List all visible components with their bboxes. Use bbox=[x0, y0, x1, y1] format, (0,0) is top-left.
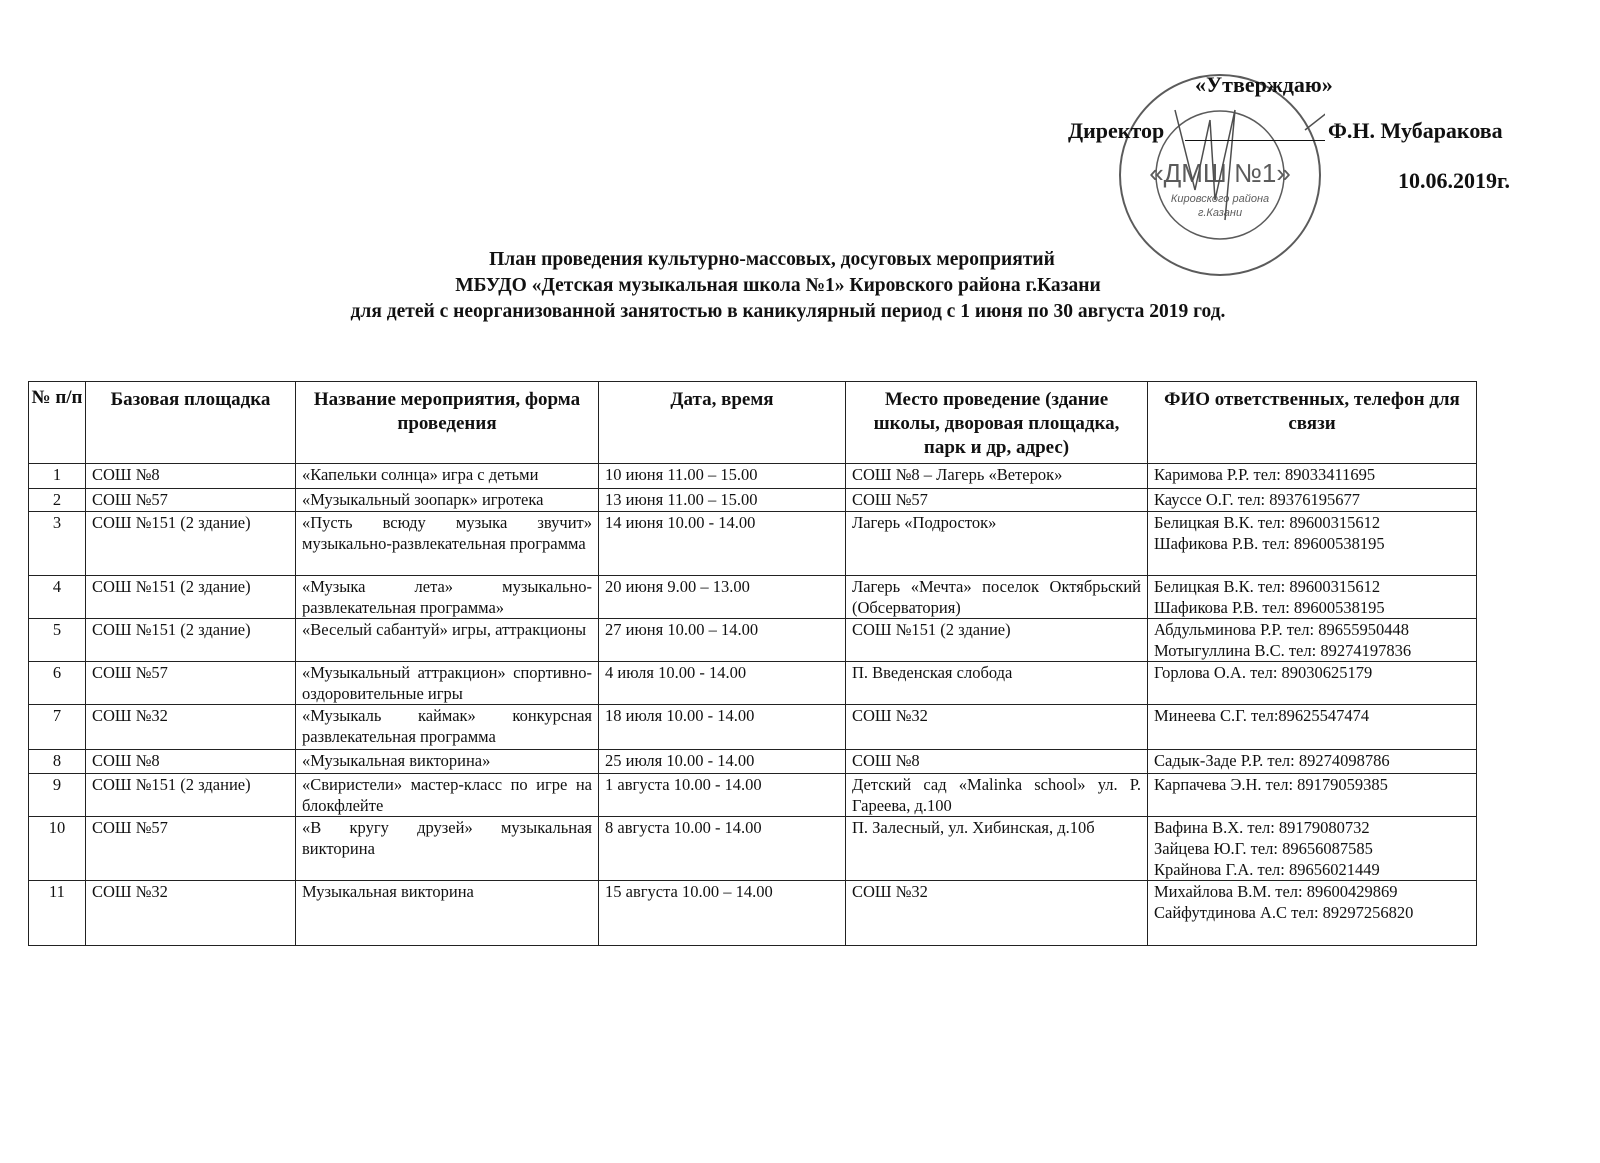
table-row bbox=[29, 774, 1477, 817]
cell-event: «Музыкальный аттракцион» спортивно-оздоровительные игры bbox=[296, 662, 599, 705]
cell-event: «Музыкальная викторина» bbox=[296, 750, 599, 774]
cell-base: СОШ №57 bbox=[86, 489, 296, 512]
contact-line: Шафикова Р.В. тел: 89600538195 bbox=[1154, 598, 1385, 617]
approval-date: 10.06.2019г. bbox=[1398, 168, 1511, 193]
contact-line: Абдульминова Р.Р. тел: 89655950448 bbox=[1154, 620, 1409, 639]
cell-num: 9 bbox=[29, 774, 86, 817]
cell-event: «Капельки солнца» игра с детьми bbox=[296, 464, 599, 489]
cell-place: СОШ №151 (2 здание) bbox=[846, 619, 1148, 662]
cell-contacts bbox=[1148, 881, 1477, 946]
contact-line: Минеева С.Г. тел:89625547474 bbox=[1154, 706, 1370, 725]
cell-event: Музыкальная викторина bbox=[296, 881, 599, 946]
cell-event: «Свиристели» мастер-класс по игре на блокфлейте bbox=[296, 774, 599, 817]
header-place: Место проведение (здание школы, дворовая площадка, парк и др, адрес) bbox=[846, 382, 1148, 464]
table-header-row bbox=[29, 382, 1477, 464]
contact-line: Сайфутдинова А.С тел: 89297256820 bbox=[1154, 903, 1414, 922]
cell-base: СОШ №32 bbox=[86, 881, 296, 946]
cell-contacts bbox=[1148, 705, 1477, 750]
cell-contacts bbox=[1148, 750, 1477, 774]
contact-line: Садык-Заде Р.Р. тел: 89274098786 bbox=[1154, 751, 1390, 770]
cell-base: СОШ №151 (2 здание) bbox=[86, 512, 296, 576]
cell-event: «Пусть всюду музыка звучит» музыкально-развлекательная программа bbox=[296, 512, 599, 576]
contact-line: Крайнова Г.А. тел: 89656021449 bbox=[1154, 860, 1380, 879]
cell-base: СОШ №57 bbox=[86, 662, 296, 705]
cell-num: 3 bbox=[29, 512, 86, 576]
cell-date: 25 июля 10.00 - 14.00 bbox=[599, 750, 846, 774]
contact-line: Зайцева Ю.Г. тел: 89656087585 bbox=[1154, 839, 1373, 858]
cell-contacts bbox=[1148, 512, 1477, 576]
cell-date: 10 июня 11.00 – 15.00 bbox=[599, 464, 846, 489]
table-row bbox=[29, 705, 1477, 750]
cell-num: 4 bbox=[29, 576, 86, 619]
cell-contacts bbox=[1148, 576, 1477, 619]
contact-line: Шафикова Р.В. тел: 89600538195 bbox=[1154, 534, 1385, 553]
cell-num: 10 bbox=[29, 817, 86, 881]
cell-event: «В кругу друзей» музыкальная викторина bbox=[296, 817, 599, 881]
director-position: Директор bbox=[1068, 118, 1165, 143]
approval-label: «Утверждаю» bbox=[1195, 72, 1333, 97]
cell-contacts bbox=[1148, 464, 1477, 489]
cell-num: 1 bbox=[29, 464, 86, 489]
cell-num: 7 bbox=[29, 705, 86, 750]
cell-base: СОШ №8 bbox=[86, 750, 296, 774]
cell-date: 1 августа 10.00 - 14.00 bbox=[599, 774, 846, 817]
table-row bbox=[29, 512, 1477, 576]
cell-place: СОШ №8 – Лагерь «Ветерок» bbox=[846, 464, 1148, 489]
table-row bbox=[29, 464, 1477, 489]
cell-date: 27 июня 10.00 – 14.00 bbox=[599, 619, 846, 662]
table-row bbox=[29, 489, 1477, 512]
cell-contacts bbox=[1148, 774, 1477, 817]
cell-place: П. Залесный, ул. Хибинская, д.10б bbox=[846, 817, 1148, 881]
cell-num: 2 bbox=[29, 489, 86, 512]
contact-line: Кауссе О.Г. тел: 89376195677 bbox=[1154, 490, 1361, 509]
contact-line: Михайлова В.М. тел: 89600429869 bbox=[1154, 882, 1398, 901]
cell-contacts bbox=[1148, 817, 1477, 881]
cell-place: СОШ №32 bbox=[846, 881, 1148, 946]
header-date: Дата, время bbox=[599, 382, 846, 464]
cell-base: СОШ №8 bbox=[86, 464, 296, 489]
cell-date: 15 августа 10.00 – 14.00 bbox=[599, 881, 846, 946]
document-title-line-1: План проведения культурно-массовых, досуговых мероприятий bbox=[489, 249, 1055, 270]
header-base: Базовая площадка bbox=[86, 382, 296, 464]
cell-contacts bbox=[1148, 619, 1477, 662]
contact-line: Мотыгуллина В.С. тел: 89274197836 bbox=[1154, 641, 1412, 660]
table-row bbox=[29, 817, 1477, 881]
cell-place: СОШ №8 bbox=[846, 750, 1148, 774]
cell-event: «Музыкальный зоопарк» игротека bbox=[296, 489, 599, 512]
cell-event: «Музыкаль каймак» конкурсная развлекательная программа bbox=[296, 705, 599, 750]
document-title-line-2: МБУДО «Детская музыкальная школа №1» Кировского района г.Казани bbox=[455, 275, 1101, 296]
contact-line: Горлова О.А. тел: 89030625179 bbox=[1154, 663, 1373, 682]
document-title-line-3: для детей с неорганизованной занятостью в каникулярный период с 1 июня по 30 августа 2019 год. bbox=[350, 301, 1226, 322]
cell-date: 8 августа 10.00 - 14.00 bbox=[599, 817, 846, 881]
header-num: № п/п bbox=[29, 382, 86, 464]
cell-contacts bbox=[1148, 489, 1477, 512]
cell-place: Лагерь «Подросток» bbox=[846, 512, 1148, 576]
table-row bbox=[29, 750, 1477, 774]
svg-text:Кировского района: Кировского района bbox=[1170, 193, 1270, 205]
cell-num: 6 bbox=[29, 662, 86, 705]
cell-date: 18 июля 10.00 - 14.00 bbox=[599, 705, 846, 750]
cell-base: СОШ №57 bbox=[86, 817, 296, 881]
table-row bbox=[29, 576, 1477, 619]
cell-base: СОШ №151 (2 здание) bbox=[86, 619, 296, 662]
cell-event: «Веселый сабантуй» игры, аттракционы bbox=[296, 619, 599, 662]
svg-text:г.Казани: г.Казани bbox=[1197, 207, 1243, 219]
contact-line: Каримова Р.Р. тел: 89033411695 bbox=[1154, 465, 1376, 484]
cell-num: 8 bbox=[29, 750, 86, 774]
contact-line: Белицкая В.К. тел: 89600315612 bbox=[1154, 577, 1381, 596]
header-event: Название мероприятия, форма проведения bbox=[296, 382, 599, 464]
cell-place: Детский сад «Malinka school» ул. Р. Гареева, д.100 bbox=[846, 774, 1148, 817]
events-table bbox=[28, 381, 1477, 946]
cell-date: 14 июня 10.00 - 14.00 bbox=[599, 512, 846, 576]
cell-base: СОШ №151 (2 здание) bbox=[86, 774, 296, 817]
cell-num: 5 bbox=[29, 619, 86, 662]
cell-date: 4 июля 10.00 - 14.00 bbox=[599, 662, 846, 705]
cell-place: СОШ №57 bbox=[846, 489, 1148, 512]
header-contacts: ФИО ответственных, телефон для связи bbox=[1148, 382, 1477, 464]
contact-line: Карпачева Э.Н. тел: 89179059385 bbox=[1154, 775, 1388, 794]
cell-date: 13 июня 11.00 – 15.00 bbox=[599, 489, 846, 512]
cell-date: 20 июня 9.00 – 13.00 bbox=[599, 576, 846, 619]
signature-line bbox=[1185, 140, 1325, 141]
director-name: Ф.Н. Мубаракова bbox=[1328, 118, 1503, 143]
cell-base: СОШ №32 bbox=[86, 705, 296, 750]
svg-text:«ДМШ №1»: «ДМШ №1» bbox=[1149, 158, 1291, 188]
cell-place: Лагерь «Мечта» поселок Октябрьский (Обсерватория) bbox=[846, 576, 1148, 619]
contact-line: Белицкая В.К. тел: 89600315612 bbox=[1154, 513, 1381, 532]
table-row bbox=[29, 662, 1477, 705]
contact-line: Вафина В.Х. тел: 89179080732 bbox=[1154, 818, 1370, 837]
cell-place: СОШ №32 bbox=[846, 705, 1148, 750]
cell-contacts bbox=[1148, 662, 1477, 705]
cell-event: «Музыка лета» музыкально-развлекательная программа» bbox=[296, 576, 599, 619]
cell-num: 11 bbox=[29, 881, 86, 946]
table-row bbox=[29, 881, 1477, 946]
cell-place: П. Введенская слобода bbox=[846, 662, 1148, 705]
cell-base: СОШ №151 (2 здание) bbox=[86, 576, 296, 619]
table-row bbox=[29, 619, 1477, 662]
